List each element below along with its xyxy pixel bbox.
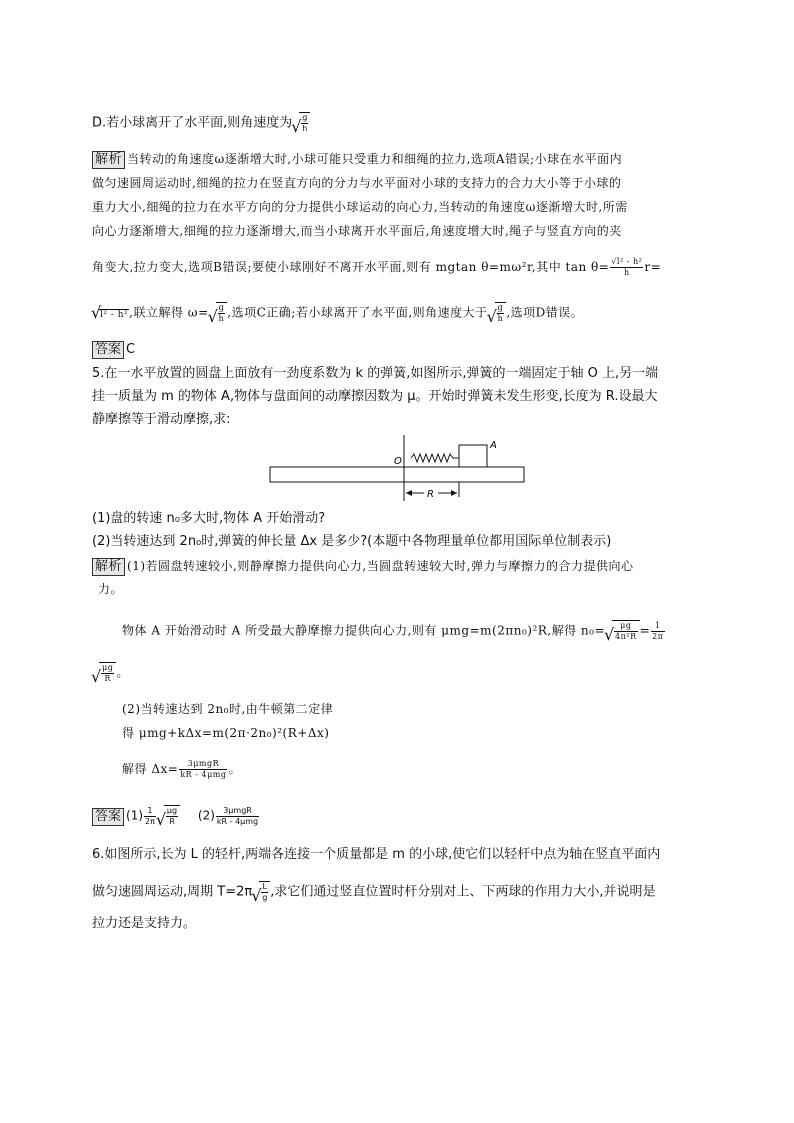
analysis2-line7: 解得 Δx= $\frac{\text{3μmgR}}{\text{kR - 4μmg}}$ 。 (122, 759, 241, 779)
analysis1-line4: 向心力逐渐增大,细绳的拉力逐渐增大,而当小球离开水平面后,角速度增大时,绳子与竖直方向的夹 (92, 224, 622, 238)
answer-tag: 答案 (92, 341, 124, 359)
analysis2-line6: 得 μmg+kΔx=m(2π·2n₀)²(R+Δx) (122, 726, 330, 740)
analysis-tag: 解析 (92, 558, 125, 576)
answer1 (92, 341, 135, 359)
disk-board (270, 467, 524, 482)
analysis1-line1: 解析 当转动的角速度ω逐渐增大时,小球可能只受重力和细绳的拉力,选项A错误;小球在水平面内 (92, 151, 622, 169)
q6-line2: 做匀速圆周运动,周期 T=2π √ $\frac{L}{g}$ ,求它们通过竖直位置时杆分别对上、下两球的作用力大小,并说明是 (92, 881, 656, 903)
q6-line3: 拉力还是支持力。 (92, 916, 197, 931)
q5-sub2: (2)当转速达到 2n₀时,弹簧的伸长量 Δx 是多少?(本题中各物理量单位都用国际单位制表示) (92, 534, 612, 549)
option-d-text: D.若小球离开了水平面,则角速度为 (92, 115, 293, 131)
q5-sub1: (1)盘的转速 n₀多大时,物体 A 开始滑动? (92, 511, 326, 526)
analysis2-line5: (2)当转速达到 2n₀时,由牛顿第二定律 (122, 702, 334, 716)
label-o: O (394, 456, 402, 467)
analysis2-line4: √ $\frac{\mu g}{R}$ 。 (92, 662, 129, 684)
q6-line1: 6.如图所示,长为 L 的轻杆,两端各连接一个质量都是 m 的小球,使它们以轻杆中点为轴在竖直平面内 (92, 847, 661, 862)
q5-line3: 静摩擦等于滑动摩擦,求: (92, 412, 231, 427)
q5-line1: 5.在一水平放置的圆盘上面放有一劲度系数为 k 的弹簧,如图所示,弹簧的一端固定于轴 O 上,另一端 (92, 366, 659, 381)
analysis2-line2: 力。 (98, 582, 124, 596)
r-arrow-right (451, 490, 457, 496)
option-d (92, 112, 310, 134)
answer-tag: 答案 (92, 808, 124, 826)
analysis2-line1: 解析 (1)若圆盘转速较小,则静摩擦力提供向心力,当圆盘转速较大时,弹力与摩擦力的合力提供向心 (92, 558, 633, 576)
q5-line2: 挂一质量为 m 的物体 A,物体与盘面间的动摩擦因数为 μ。开始时弹簧未发生形变,长度为 R.设最大 (92, 389, 658, 404)
spring-disk-figure (266, 433, 528, 503)
label-a: A (490, 440, 497, 451)
sqrt-g-over-h: √ $\frac{g}{h}$ (292, 112, 310, 134)
analysis1-line6: √ l² - h²,联立解得 ω= √ $\frac{g}{h}$ ,选项C正确;若小球离开了水平面,则角速度大于 √ $\frac{g}{h}$ ,选项D错误。 (92, 302, 583, 324)
answer2: 答案 (1) $\frac{1}{2\pi}$ √ $\frac{\mu g}{R}$ (2) $\frac{\text{3μmgR}}{\text{kR - 4μmg}}$ (92, 805, 260, 827)
spring (411, 454, 459, 462)
analysis2-line3: 物体 A 开始滑动时 A 所受最大静摩擦力提供向心力,则有 μmg=m(2πn₀)²R,解得 n₀= √ $\frac{\mu g}{\text{4π²R}}$ = $\frac{1}{2\pi}$ (122, 620, 666, 642)
analysis1-line2: 做匀速圆周运动时,细绳的拉力在竖直方向的分力与水平面对小球的支持力的合力大小等于小球的 (92, 176, 622, 190)
analysis-tag: 解析 (92, 151, 125, 169)
answer1-value: C (126, 342, 136, 357)
block-a (459, 445, 487, 467)
label-r: R (427, 489, 434, 500)
analysis1-line3: 重力大小,细绳的拉力在水平方向的分力提供小球运动的向心力,当转动的角速度ω逐渐增大时,所需 (92, 200, 628, 214)
r-arrow-left (406, 490, 412, 496)
analysis1-line5: 角变大,拉力变大,选项B错误;要使小球刚好不离开水平面,则有 mgtan θ=mω²r,其中 tan θ= $\frac{\text{√l² - h²}}{h}$ r= (92, 257, 662, 277)
